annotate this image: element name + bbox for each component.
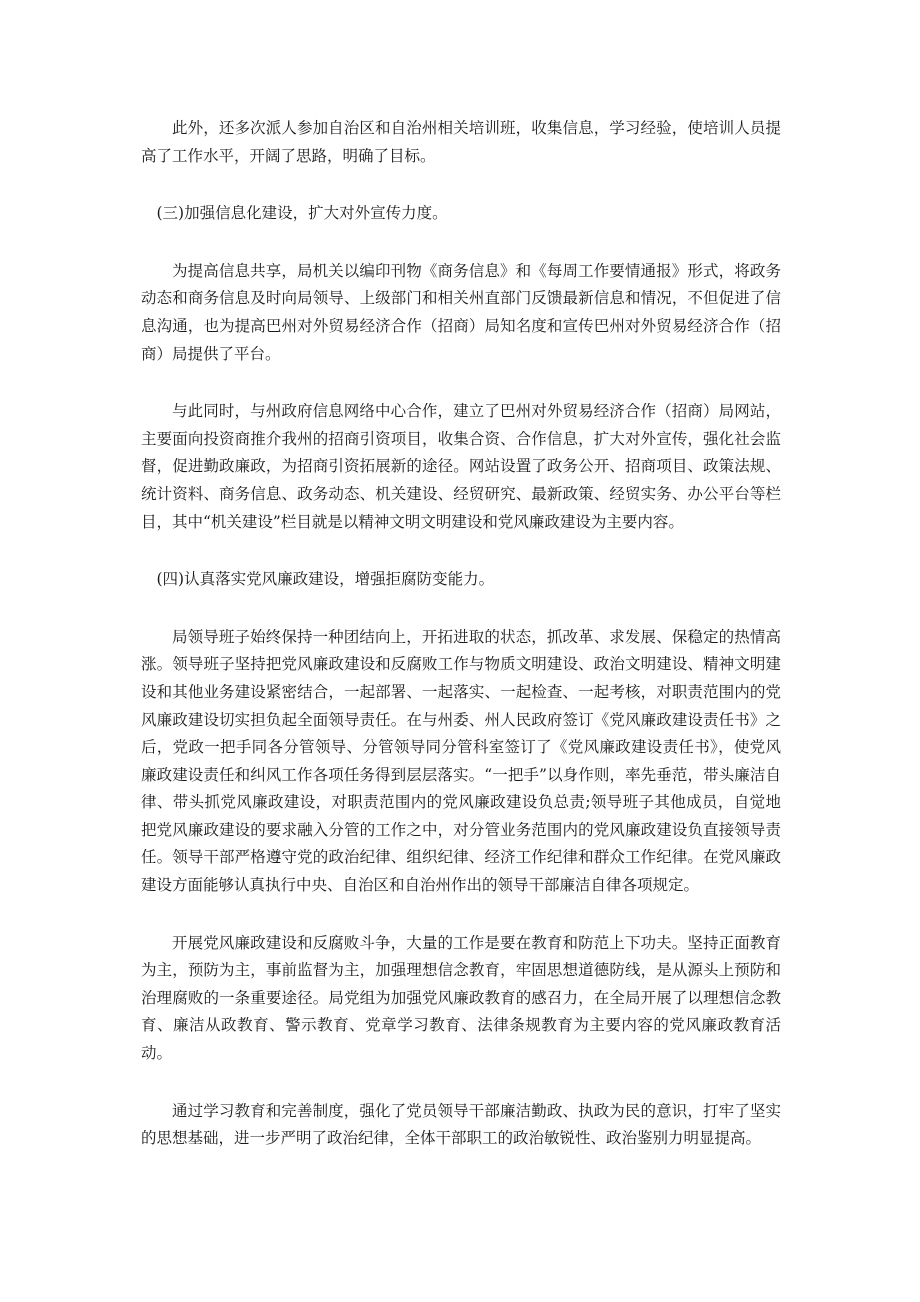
paragraph-website: 与此同时，与州政府信息网络中心合作，建立了巴州对外贸易经济合作（招商）局网站，主要面向投资商推介我州的招商引资项目，收集合资、合作信息，扩大对外宣传，强化社会监督，促进勤政廉政，为招商引资拓展新的途径。网站设置了政务公开、招商项目、政策法规、统计资料、商务信息、政务动态、机关建设、经贸研究、最新政策、经贸实务、办公平台等栏目，其中“机关建设”栏目就是以精神文明文明建设和党风廉政建设为主要内容。 bbox=[141, 402, 781, 531]
paragraph-info-sharing: 为提高信息共享，局机关以编印刊物《商务信息》和《每周工作要情通报》形式，将政务动态和商务信息及时向局领导、上级部门和相关州直部门反馈最新信息和情况，不但促进了信息沟通，也为提高巴州对外贸易经济合作（招商）局知名度和宣传巴州对外贸易经济合作（招商）局提供了平台。 bbox=[141, 261, 781, 363]
section-heading-4: (四)认真落实党风廉政建设，增强拒腐防变能力。 bbox=[156, 570, 495, 589]
section-heading-3: (三)加强信息化建设，扩大对外宣传力度。 bbox=[156, 204, 448, 223]
paragraph-results: 通过学习教育和完善制度，强化了党员领导干部廉洁勤政、执政为民的意识，打牢了坚实的思想基础，进一步严明了政治纪律，全体干部职工的政治敏锐性、政治鉴别力明显提高。 bbox=[141, 1101, 781, 1148]
paragraph-leadership: 局领导班子始终保持一种团结向上，开拓进取的状态，抓改革、求发展、保稳定的热情高涨。领导班子坚持把党风廉政建设和反腐败工作与物质文明建设、政治文明建设、精神文明建设和其他业务建设紧密结合，一起部署、一起落实、一起检查、一起考核，对职责范围内的党风廉政建设切实担负起全面领导责任。在与州委、州人民政府签订《党风廉政建设责任书》之后，党政一把手同各分管领导、分管领导同分管科室签订了《党风廉政建设责任书》，使党风廉政建设责任和纠风工作各项任务得到层层落实。“一把手”以身作则，率先垂范，带头廉洁自律、带头抓党风廉政建设，对职责范围内的党风廉政建设负总责;领导班子其他成员，自觉地把党风廉政建设的要求融入分管的工作之中，对分管业务范围内的党风廉政建设负直接领导责任。领导干部严格遵守党的政治纪律、组织纪律、经济工作纪律和群众工作纪律。在党风廉政建设方面能够认真执行中央、自治区和自治州作出的领导干部廉洁自律各项规定。 bbox=[141, 627, 781, 895]
paragraph-anticorruption: 开展党风廉政建设和反腐败斗争，大量的工作是要在教育和防范上下功夫。坚持正面教育为主，预防为主，事前监督为主，加强理想信念教育，牢固思想道德防线，是从源头上预防和治理腐败的一条重要途径。局党组为加强党风廉政教育的感召力，在全局开展了以理想信念教育、廉洁从政教育、警示教育、党章学习教育、法律条规教育为主要内容的党风廉政教育活动。 bbox=[141, 933, 781, 1063]
paragraph-training: 此外，还多次派人参加自治区和自治州相关培训班，收集信息，学习经验，使培训人员提高了工作水平，开阔了思路，明确了目标。 bbox=[141, 119, 781, 165]
document-page bbox=[141, 115, 781, 1183]
